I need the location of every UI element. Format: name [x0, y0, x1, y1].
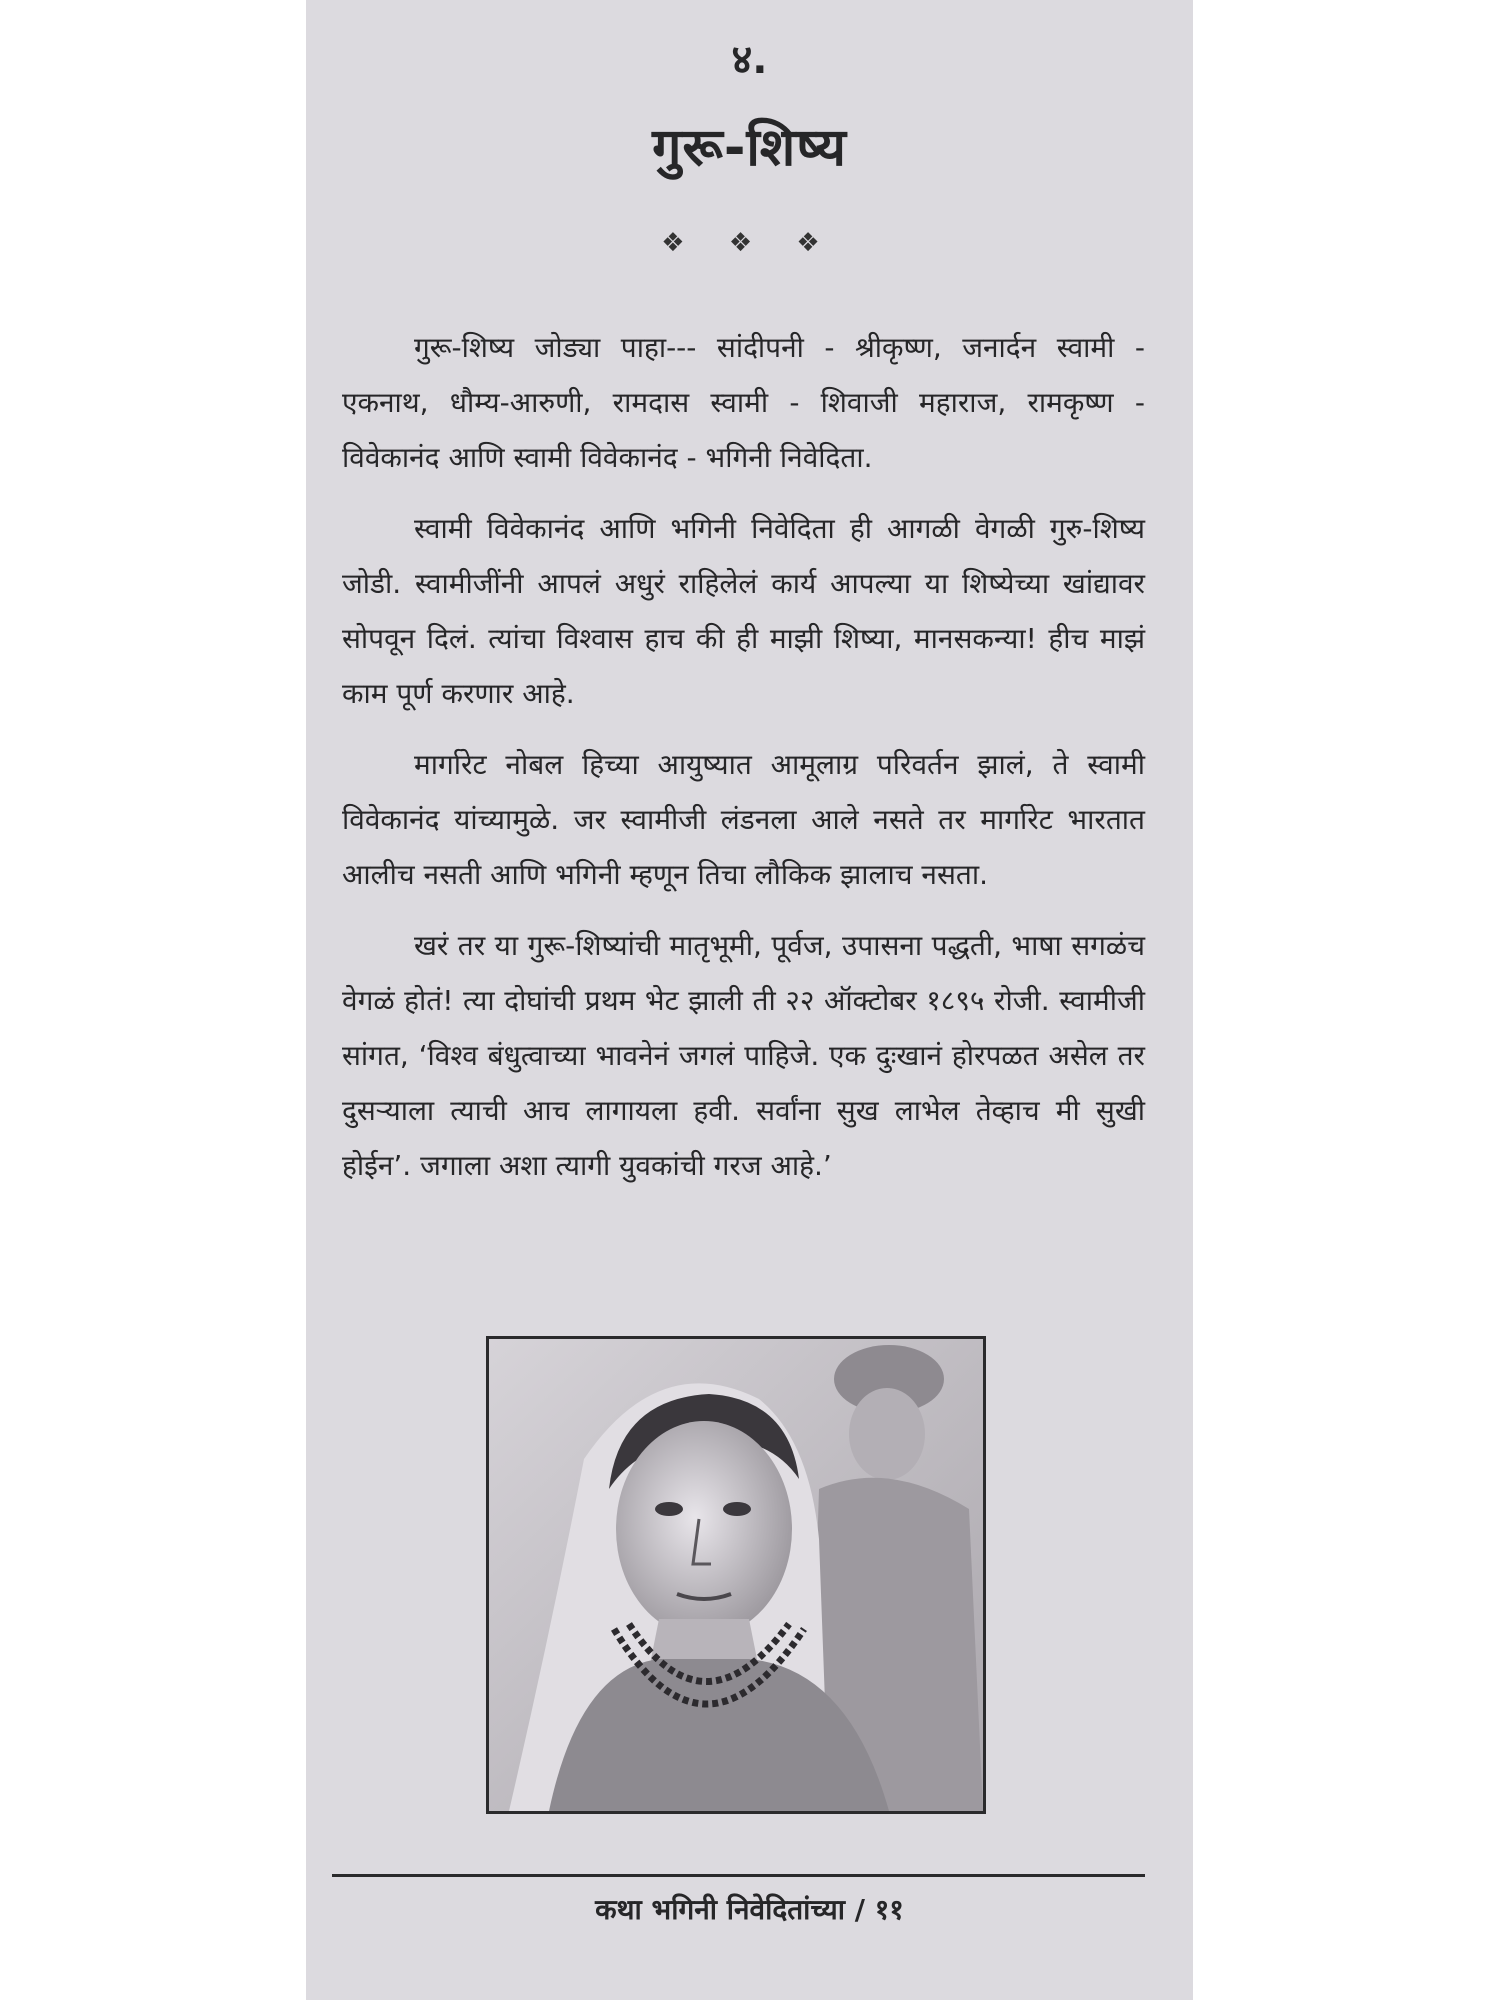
- paragraph-2: स्वामी विवेकानंद आणि भगिनी निवेदिता ही आगळी वेगळी गुरु-शिष्य जोडी. स्वामीजींनी आपलं अधुरं राहिलेलं कार्य आपल्या या शिष्येच्या खांद्यावर सोपवून दिलं. त्यांचा विश्वास हाच की ही माझी शिष्या, मानसकन्या! हीच माझं काम पूर्ण करणार आहे.: [342, 512, 1145, 710]
- portrait-illustration: [486, 1336, 986, 1814]
- body-text: [342, 320, 1145, 1209]
- chapter-title: गुरू-शिष्य: [652, 118, 847, 178]
- paragraph-3: मार्गारेट नोबल हिच्या आयुष्यात आमूलाग्र परिवर्तन झालं, ते स्वामी विवेकानंद यांच्यामुळे. जर स्वामीजी लंडनला आले नसते तर मार्गारेट भारतात आलीच नसती आणि भगिनी म्हणून तिचा लौकिक झालाच नसता.: [342, 748, 1145, 891]
- paragraph-4: खरं तर या गुरू-शिष्यांची मातृभूमी, पूर्वज, उपासना पद्धती, भाषा सगळंच वेगळं होतं! त्या दोघांची प्रथम भेट झाली ती २२ ऑक्टोबर १८९५ रोजी. स्वामीजी सांगत, ‘विश्व बंधुत्वाच्या भावनेनं जगलं पाहिजे. एक दुःखानं होरपळत असेल तर दुसऱ्याला त्याची आच लागायला हवी. सर्वांना सुख लाभेल तेव्हाच मी सुखी होईन’. जगाला अशा त्यागी युवकांची गरज आहे.’: [342, 929, 1145, 1182]
- paragraph-1: गुरू-शिष्य जोड्या पाहा--- सांदीपनी - श्रीकृष्ण, जनार्दन स्वामी - एकनाथ, धौम्य-आरुणी, रामदास स्वामी - शिवाजी महाराज, रामकृष्ण - विवेकानंद आणि स्वामी विवेकानंद - भगिनी निवेदिता.: [342, 331, 1145, 474]
- ornament-divider: ❖ ❖ ❖: [661, 228, 838, 258]
- portrait-drawing: [489, 1339, 983, 1811]
- chapter-number: ४.: [731, 37, 768, 83]
- footer-rule: [332, 1874, 1145, 1877]
- book-page: [306, 0, 1193, 2000]
- footer-running-head: कथा भगिनी निवेदितांच्या / ११: [595, 1893, 904, 1926]
